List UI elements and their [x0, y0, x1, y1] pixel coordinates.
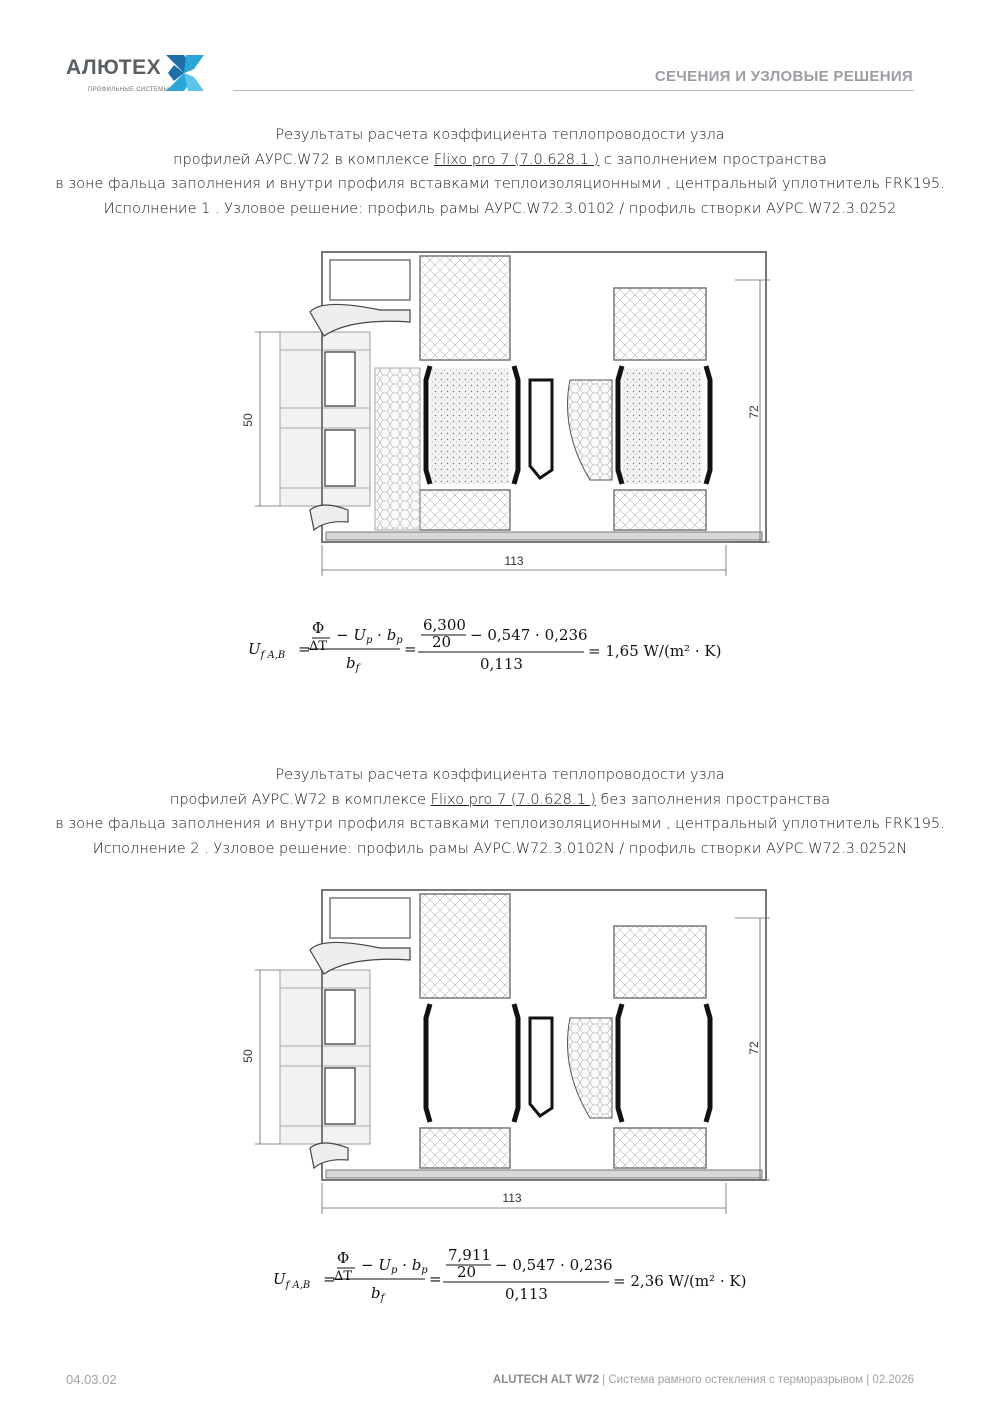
dim-width-label: 113 — [504, 554, 524, 568]
header-divider — [233, 90, 914, 91]
block1-section-drawing — [230, 240, 790, 580]
svg-text:= 2,36 W/(m² · K): = 2,36 W/(m² · K) — [613, 1272, 747, 1290]
svg-text:= 1,65 W/(m² · K): = 1,65 W/(m² · K) — [588, 642, 722, 660]
dim-glass-label: 50 — [241, 413, 255, 427]
block2-caption — [40, 763, 960, 861]
svg-text:bf: $b_f$ — [371, 1284, 385, 1304]
svg-text:Uf A,B: $U_{f A,B}$ — [248, 640, 286, 661]
page-code: 04.03.02 — [66, 1372, 117, 1387]
logo-mark-icon — [164, 53, 206, 93]
insulation-foam-sash — [622, 368, 702, 484]
svg-text:20: 20 — [457, 1263, 477, 1281]
dim-height-label: 72 — [747, 1041, 761, 1055]
block1-line4: Исполнение 1 . Узловое решение: профиль рамы АУРС.W72.3.0102 / профиль створки АУРС.W72.3.0252 — [103, 200, 897, 217]
glazing-gasket — [310, 942, 410, 974]
svg-text:0,113: 0,113 — [505, 1285, 548, 1303]
svg-text:− Up · bp: − $U_p \cdot b_p$ — [336, 626, 403, 646]
block2-formula — [273, 1246, 773, 1310]
svg-text:6,300: 6,300 — [423, 616, 466, 634]
svg-text:− 0,547 · 0,236: − 0,547 · 0,236 — [470, 626, 588, 644]
central-gasket — [530, 380, 552, 478]
footer-description: | Система рамного остекления с терморазрывом | 02.2026 — [598, 1374, 914, 1386]
svg-text:0,113: 0,113 — [480, 655, 523, 673]
block2-line3: в зоне фальца заполнения и внутри профиля вставками теплоизоляционными , центральный уплотнитель FRK195. — [55, 816, 945, 832]
bottom-gasket — [310, 1143, 348, 1168]
block2-line2: профилей АУРС.W72 в комплексе Flixo pro 7 (7.0.628.1 ) без заполнения пространства — [169, 791, 831, 808]
svg-text:ΔT: ΔT — [334, 1269, 353, 1284]
svg-text:ΔT: ΔT — [309, 639, 328, 654]
block1-formula — [248, 616, 748, 680]
footer-brand: ALUTECH ALT W72 — [492, 1374, 599, 1386]
logo-name: АЛЮТЕХ — [66, 56, 162, 79]
block1-line2: профилей АУРС.W72 в комплексе Flixo pro 7 (7.0.628.1 ) с заполнением пространства — [173, 151, 827, 168]
sash-gasket-insert — [568, 1018, 613, 1118]
footer-info — [493, 1374, 914, 1386]
svg-text:− Up · bp: − $U_p \cdot b_p$ — [361, 1256, 428, 1276]
alutech-logo — [66, 56, 170, 93]
section-title: СЕЧЕНИЯ И УЗЛОВЫЕ РЕШЕНИЯ — [654, 68, 913, 85]
block1-caption — [40, 123, 960, 221]
svg-text:=: = — [323, 1270, 336, 1288]
block1-line3: в зоне фальца заполнения и внутри профиля вставками теплоизоляционными , центральный уплотнитель FRK195. — [55, 176, 945, 192]
glass-unit — [280, 970, 370, 1144]
glass-unit — [280, 332, 370, 506]
svg-text:=: = — [404, 640, 417, 658]
thermal-break-bars — [426, 1004, 710, 1122]
bottom-gasket — [310, 505, 348, 530]
svg-text:20: 20 — [432, 633, 452, 651]
svg-text:− 0,547 · 0,236: − 0,547 · 0,236 — [495, 1256, 613, 1274]
block1-software-name: Flixo pro 7 (7.0.628.1 ) — [433, 151, 600, 168]
svg-text:=: = — [429, 1270, 442, 1288]
glazing-gasket — [310, 304, 410, 336]
dim-height-label: 72 — [747, 405, 761, 419]
svg-text:Φ: Φ — [337, 1249, 350, 1267]
block2-line4: Исполнение 2 . Узловое решение: профиль рамы АУРС.W72.3.0102N / профиль створки АУРС.W72.3.0252N — [92, 840, 908, 857]
svg-text:=: = — [298, 640, 311, 658]
svg-text:Uf A,B: $U_{f A,B}$ — [273, 1270, 311, 1291]
block2-section-drawing — [230, 880, 790, 1220]
block2-software-name: Flixo pro 7 (7.0.628.1 ) — [430, 791, 596, 808]
dim-width-label: 113 — [502, 1191, 522, 1205]
dim-glass-label: 50 — [241, 1049, 255, 1063]
block2-line1: Результаты расчета коэффициента теплопроводости узла — [275, 767, 725, 783]
insulation-insert — [375, 368, 420, 530]
svg-text:7,911: 7,911 — [448, 1246, 491, 1264]
svg-text:Φ: Φ — [312, 619, 325, 637]
logo-subtitle: ПРОФИЛЬНЫЕ СИСТЕМЫ — [88, 87, 170, 93]
block1-line1: Результаты расчета коэффициента теплопроводости узла — [275, 127, 725, 143]
central-gasket — [530, 1018, 552, 1116]
insulation-foam — [430, 368, 510, 484]
svg-text:bf: $b_f$ — [346, 654, 360, 674]
sash-gasket-insert — [568, 380, 613, 480]
